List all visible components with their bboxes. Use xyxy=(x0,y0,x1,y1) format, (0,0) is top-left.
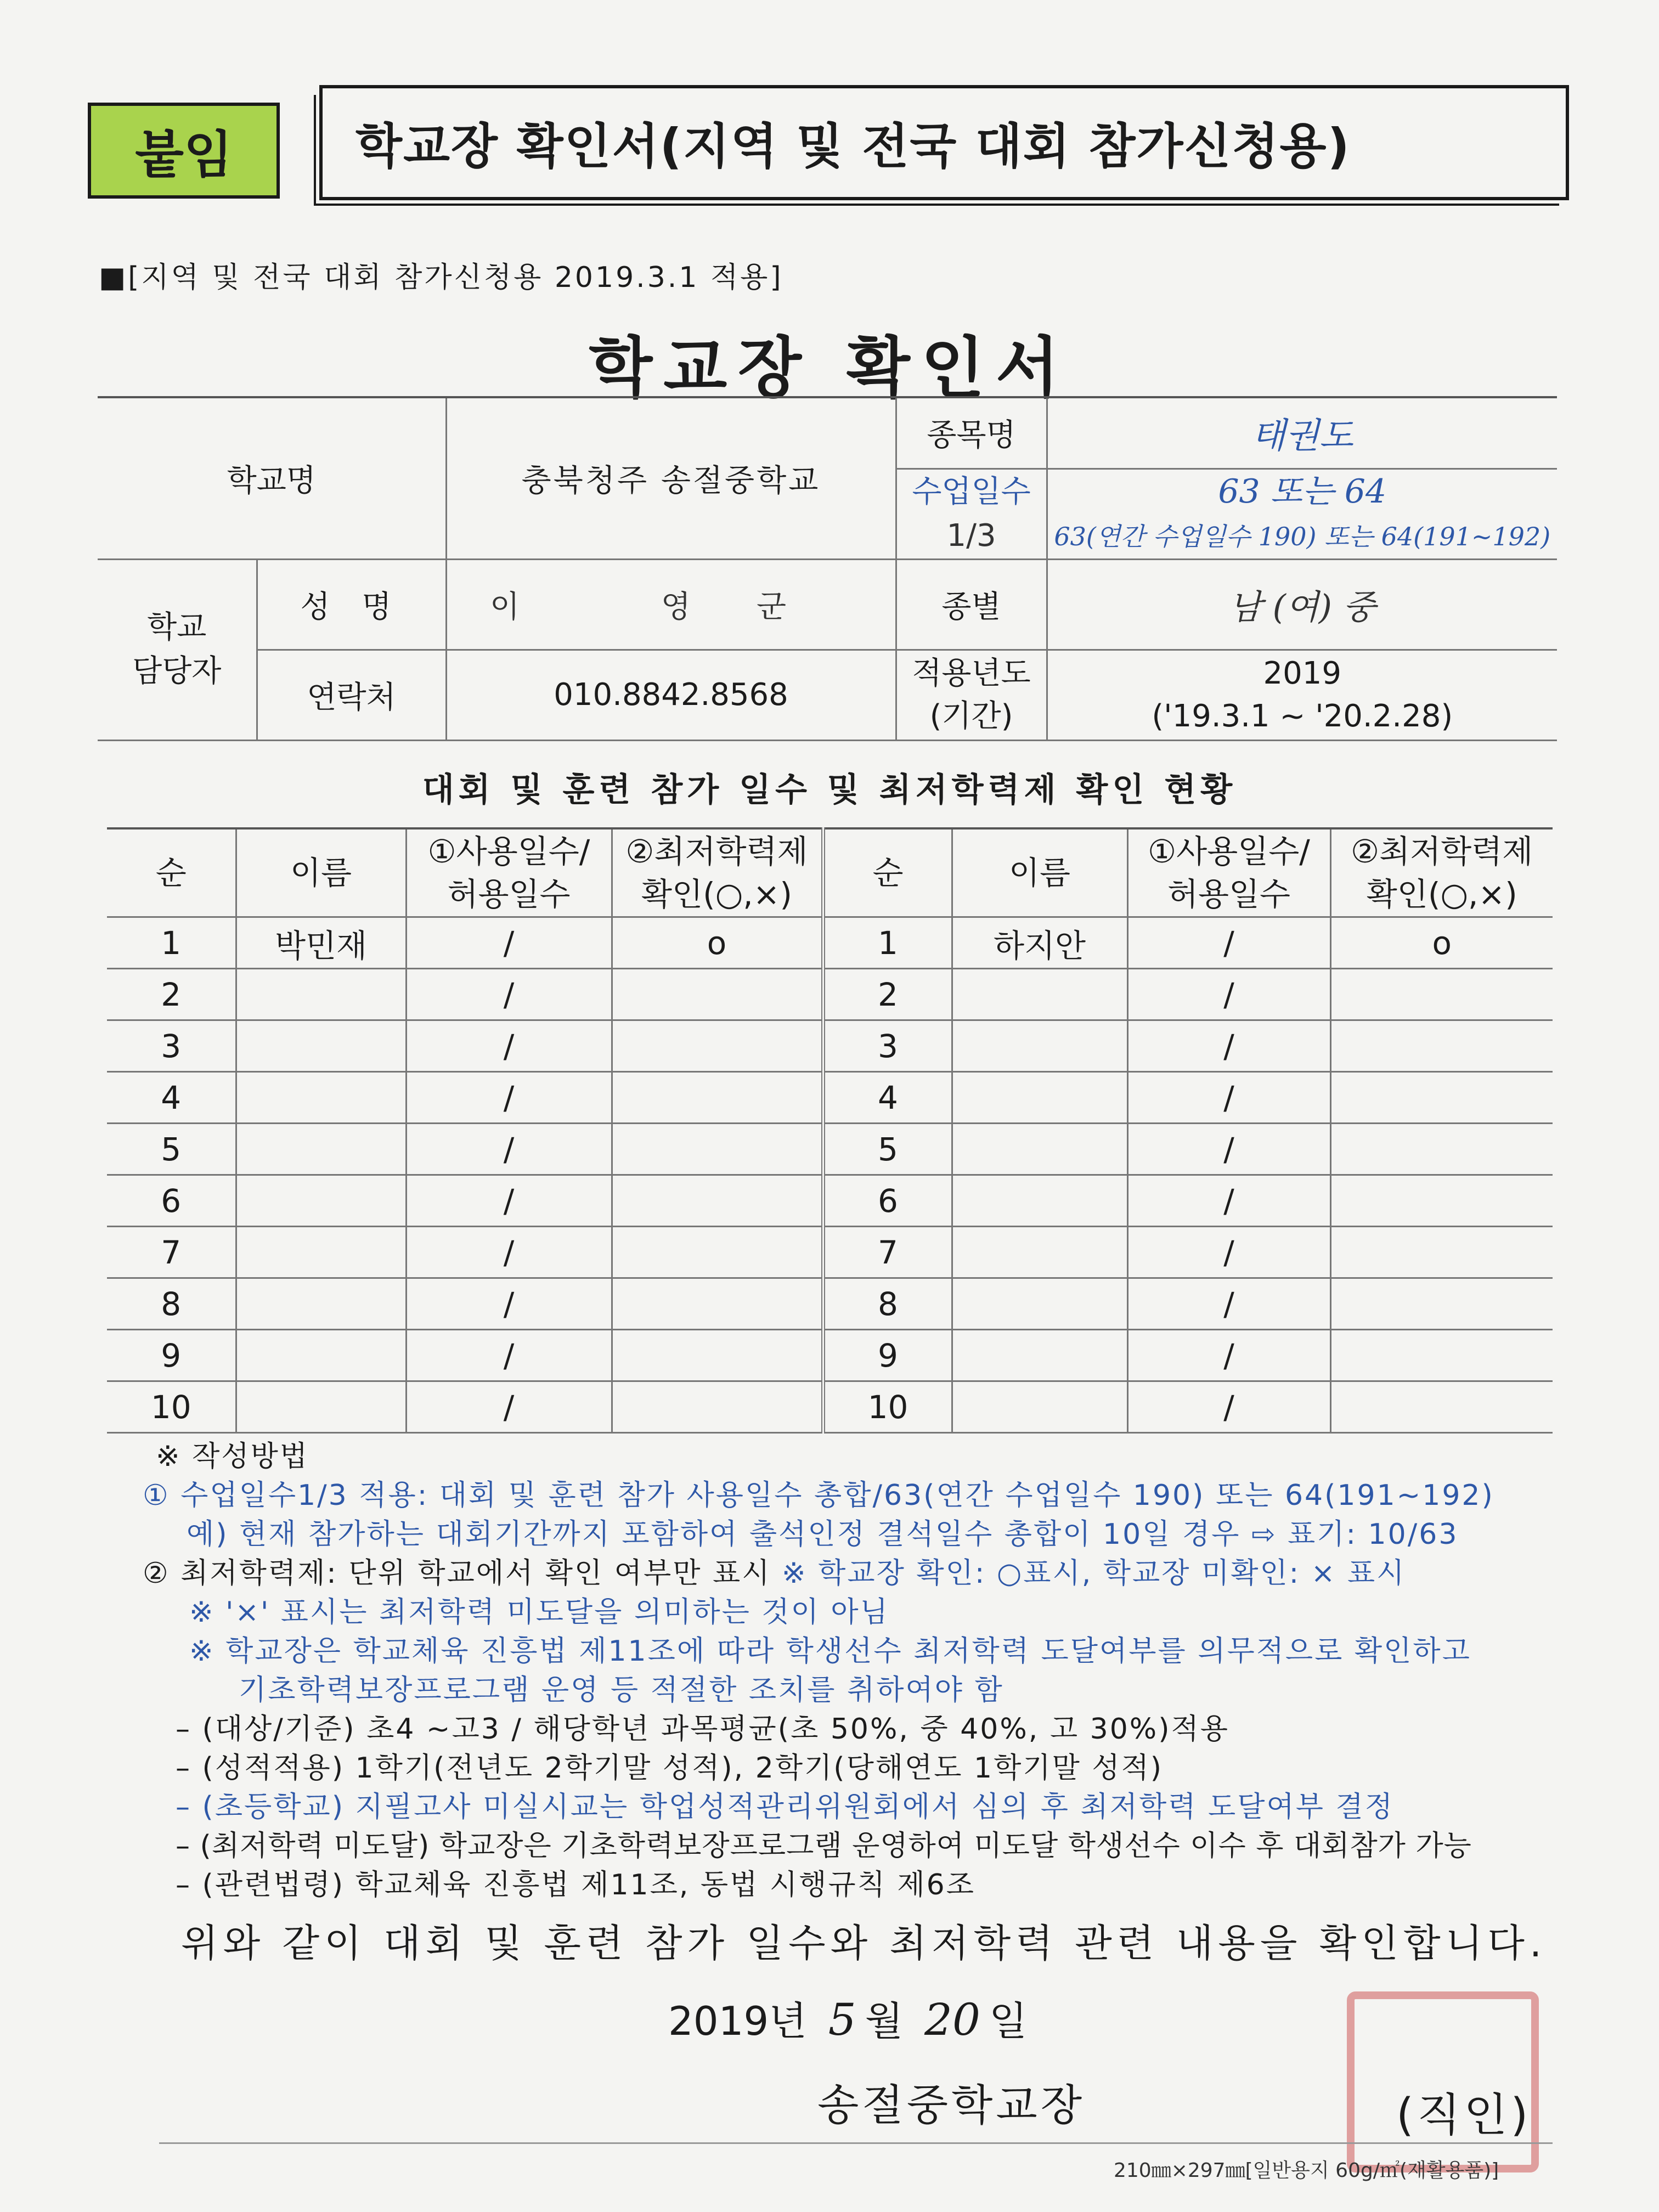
detail-1: – (대상/기준) 초4 ~고3 / 해당학년 과목평균(초 50%, 중 40%, 고 30%)적용 xyxy=(176,1713,1229,1746)
participation-table xyxy=(107,827,1553,1434)
detail-2: – (성적적용) 1학기(전년도 2학기말 성적), 2학기(당해연도 1학기말 성적) xyxy=(176,1752,1164,1785)
row-name-left xyxy=(236,1175,406,1227)
header-days-right-l1: ①사용일수/ xyxy=(1148,833,1310,870)
note-2-text: ② 최저학력제: 단위 학교에서 확인 여부만 표시 xyxy=(143,1557,782,1590)
row-days-left: / xyxy=(406,1278,612,1330)
row-days-left: / xyxy=(406,1175,612,1227)
days-label-line2: 1/3 xyxy=(946,517,996,554)
header-check-right-l1: ②최저학력제 xyxy=(1351,833,1533,870)
row-check-left xyxy=(612,1072,823,1124)
row-days-right: / xyxy=(1127,917,1330,969)
row-name-right xyxy=(952,1227,1127,1278)
row-check-left xyxy=(612,1020,823,1072)
date-month: 5 xyxy=(828,1994,856,2045)
header-name-right: 이름 xyxy=(952,828,1127,917)
attachment-tag: 붙임 xyxy=(88,103,280,199)
table-row xyxy=(107,1278,1553,1330)
row-check-right xyxy=(1330,1124,1553,1175)
section-title: 대회 및 훈련 참가 일수 및 최저학력제 확인 현황 xyxy=(422,771,1237,809)
row-days-right: / xyxy=(1127,1381,1330,1433)
note-2 xyxy=(143,1554,1585,1593)
staff-label xyxy=(98,559,257,740)
row-check-left xyxy=(612,1330,823,1381)
row-check-right: o xyxy=(1330,917,1553,969)
days-label xyxy=(896,469,1047,559)
days-value xyxy=(1047,469,1557,559)
row-no-right: 5 xyxy=(823,1124,952,1175)
row-name-right xyxy=(952,1330,1127,1381)
row-no-left: 4 xyxy=(107,1072,236,1124)
row-check-right xyxy=(1330,1020,1553,1072)
detail-4: – (최저학력 미도달) 학교장은 기초학력보장프로그램 운영하여 미도달 학생선수 이수 후 대회참가 가능 xyxy=(176,1830,1472,1863)
date-year: 2019년 xyxy=(668,1998,807,2044)
year-label-line2: (기간) xyxy=(929,698,1013,734)
row-no-left: 6 xyxy=(107,1175,236,1227)
row-name-right xyxy=(952,1020,1127,1072)
confirmation-statement: 위와 같이 대회 및 훈련 참가 일수와 최저학력 관련 내용을 확인합니다. xyxy=(181,1921,1547,1966)
row-no-right: 2 xyxy=(823,969,952,1020)
row-check-right xyxy=(1330,969,1553,1020)
row-no-right: 4 xyxy=(823,1072,952,1124)
row-check-left xyxy=(612,1175,823,1227)
row-no-right: 3 xyxy=(823,1020,952,1072)
row-days-left: / xyxy=(406,969,612,1020)
note-2-marks: ※ 학교장 확인: ○표시, 학교장 미확인: × 표시 xyxy=(782,1557,1406,1590)
gender-label: 종별 xyxy=(896,559,1047,650)
days-value-line2: 63(연간 수업일수 190) 또는 64(191~192) xyxy=(1054,521,1551,551)
row-no-left: 7 xyxy=(107,1227,236,1278)
row-no-left: 8 xyxy=(107,1278,236,1330)
header-name-left: 이름 xyxy=(236,828,406,917)
contact-label: 연락처 xyxy=(257,650,446,740)
row-no-left: 5 xyxy=(107,1124,236,1175)
row-name-right xyxy=(952,969,1127,1020)
row-check-right xyxy=(1330,1227,1553,1278)
row-days-right: / xyxy=(1127,1330,1330,1381)
row-no-right: 7 xyxy=(823,1227,952,1278)
note-1: ① 수업일수1/3 적용: 대회 및 훈련 참가 사용일수 총합/63(연간 수업일수 190) 또는 64(191~192) xyxy=(143,1479,1494,1512)
contact-value: 010.8842.8568 xyxy=(446,650,896,740)
date-month-unit: 월 xyxy=(865,1998,904,2044)
row-days-left: / xyxy=(406,1124,612,1175)
header-days-right-l2: 허용일수 xyxy=(1167,876,1291,913)
row-name-left xyxy=(236,1381,406,1433)
row-no-left: 3 xyxy=(107,1020,236,1072)
row-days-left: / xyxy=(406,1330,612,1381)
row-name-right: 하지안 xyxy=(952,917,1127,969)
row-check-left: o xyxy=(612,917,823,969)
school-name xyxy=(446,397,896,559)
row-check-right xyxy=(1330,1175,1553,1227)
staff-label-line1: 학교 xyxy=(147,610,207,645)
year-label xyxy=(896,650,1047,740)
row-name-left xyxy=(236,1330,406,1381)
days-label-line1: 수업일수 xyxy=(912,473,1031,510)
row-check-right xyxy=(1330,1381,1553,1433)
row-no-left: 9 xyxy=(107,1330,236,1381)
row-name-right xyxy=(952,1278,1127,1330)
row-name-left xyxy=(236,1227,406,1278)
year-value xyxy=(1047,650,1557,740)
name-label: 성 명 xyxy=(257,559,446,650)
header-days-left-l2: 허용일수 xyxy=(447,876,571,913)
table-row xyxy=(107,1072,1553,1124)
row-days-left: / xyxy=(406,1072,612,1124)
row-no-right: 6 xyxy=(823,1175,952,1227)
row-check-left xyxy=(612,1227,823,1278)
row-days-left: / xyxy=(406,1227,612,1278)
header-check-right-l2: 확인(○,×) xyxy=(1366,876,1517,913)
row-check-left xyxy=(612,1278,823,1330)
document-title: 학교장 확인서 xyxy=(589,330,1070,407)
header-no-right: 순 xyxy=(823,828,952,917)
row-name-left xyxy=(236,1072,406,1124)
date-day-unit: 일 xyxy=(989,1998,1028,2044)
school-label: 학교명 xyxy=(98,397,446,559)
form-title: 학교장 확인서(지역 및 전국 대회 참가신청용) xyxy=(356,118,1351,174)
instructions-heading: ※ 작성방법 xyxy=(156,1440,309,1473)
table-row xyxy=(107,1020,1553,1072)
row-name-right xyxy=(952,1381,1127,1433)
gender-value: 남 (여) 중 xyxy=(1047,559,1557,650)
event-label: 종목명 xyxy=(896,397,1047,469)
header-check-left-l1: ②최저학력제 xyxy=(625,833,808,870)
issue-date xyxy=(668,1989,1027,2046)
instructions xyxy=(143,1437,1585,1905)
row-check-right xyxy=(1330,1330,1553,1381)
row-check-right xyxy=(1330,1278,1553,1330)
table-row xyxy=(107,1227,1553,1278)
table-row xyxy=(107,1330,1553,1381)
table-row xyxy=(107,917,1553,969)
header-days-left xyxy=(406,828,612,917)
row-name-left xyxy=(236,1124,406,1175)
header-days-left-l1: ①사용일수/ xyxy=(427,833,590,870)
row-no-left: 10 xyxy=(107,1381,236,1433)
row-days-right: / xyxy=(1127,1020,1330,1072)
days-value-line1: 63 또는 64 xyxy=(1218,472,1387,511)
header-check-left-l2: 확인(○,×) xyxy=(641,876,792,913)
year-value-line1: 2019 xyxy=(1263,655,1342,691)
row-check-left xyxy=(612,969,823,1020)
date-day: 20 xyxy=(924,1994,980,2045)
participation-rows xyxy=(107,917,1553,1433)
note-1-example: 예) 현재 참가하는 대회기간까지 포함하여 출석인정 결석일수 총합이 10일 경우 ⇨ 표기: 10/63 xyxy=(187,1518,1459,1551)
row-days-right: / xyxy=(1127,1124,1330,1175)
row-days-right: / xyxy=(1127,1227,1330,1278)
row-days-right: / xyxy=(1127,1175,1330,1227)
row-days-right: / xyxy=(1127,1072,1330,1124)
row-no-right: 9 xyxy=(823,1330,952,1381)
row-days-left: / xyxy=(406,1381,612,1433)
seal-label: (직인) xyxy=(1396,2089,1532,2141)
name-signature: 이 영군 xyxy=(446,559,896,650)
row-no-left: 2 xyxy=(107,969,236,1020)
school-name-text: 충북청주 송절중학교 xyxy=(521,462,821,499)
row-check-left xyxy=(612,1124,823,1175)
table-row xyxy=(107,1124,1553,1175)
table-row xyxy=(107,1381,1553,1433)
row-name-right xyxy=(952,1124,1127,1175)
row-days-right: / xyxy=(1127,1278,1330,1330)
header-no-left: 순 xyxy=(107,828,236,917)
row-check-left xyxy=(612,1381,823,1433)
form-subtitle: ■[지역 및 전국 대회 참가신청용 2019.3.1 적용] xyxy=(99,261,783,294)
detail-5: – (관련법령) 학교체육 진흥법 제11조, 동법 시행규칙 제6조 xyxy=(176,1869,975,1901)
school-info-table xyxy=(98,396,1557,741)
row-no-right: 1 xyxy=(823,917,952,969)
table-row xyxy=(107,1175,1553,1227)
form-title-box xyxy=(319,85,1569,200)
row-no-right: 10 xyxy=(823,1381,952,1433)
row-name-left: 박민재 xyxy=(236,917,406,969)
note-3: ※ '×' 표시는 최저학력 미도달을 의미하는 것이 아님 xyxy=(189,1596,889,1629)
year-value-line2: ('19.3.1 ~ '20.2.28) xyxy=(1152,698,1453,734)
row-name-left xyxy=(236,1278,406,1330)
table-row xyxy=(107,969,1553,1020)
detail-3: – (초등학교) 지필고사 미실시교는 학업성적관리위원회에서 심의 후 최저학력 도달여부 결정 xyxy=(176,1791,1394,1824)
event-value: 태권도 xyxy=(1047,397,1557,469)
row-days-left: / xyxy=(406,1020,612,1072)
header-check-left xyxy=(612,828,823,917)
year-label-line1: 적용년도 xyxy=(912,655,1031,691)
paper-spec-footnote: 210㎜×297㎜[일반용지 60g/㎡(재활용품)] xyxy=(1114,2159,1499,2182)
note-4-cont: 기초학력보장프로그램 운영 등 적절한 조치를 취하여야 함 xyxy=(239,1674,1004,1707)
staff-label-line2: 담당자 xyxy=(132,653,222,689)
footer-divider xyxy=(159,2142,1553,2144)
row-days-right: / xyxy=(1127,969,1330,1020)
note-4: ※ 학교장은 학교체육 진흥법 제11조에 따라 학생선수 최저학력 도달여부를 의무적으로 확인하고 xyxy=(189,1635,1471,1668)
row-name-left xyxy=(236,1020,406,1072)
row-check-right xyxy=(1330,1072,1553,1124)
row-name-left xyxy=(236,969,406,1020)
row-name-right xyxy=(952,1072,1127,1124)
row-name-right xyxy=(952,1175,1127,1227)
row-no-left: 1 xyxy=(107,917,236,969)
header-check-right xyxy=(1330,828,1553,917)
principal-title: 송절중학교장 xyxy=(817,2081,1086,2130)
row-days-left: / xyxy=(406,917,612,969)
row-no-right: 8 xyxy=(823,1278,952,1330)
header-days-right xyxy=(1127,828,1330,917)
